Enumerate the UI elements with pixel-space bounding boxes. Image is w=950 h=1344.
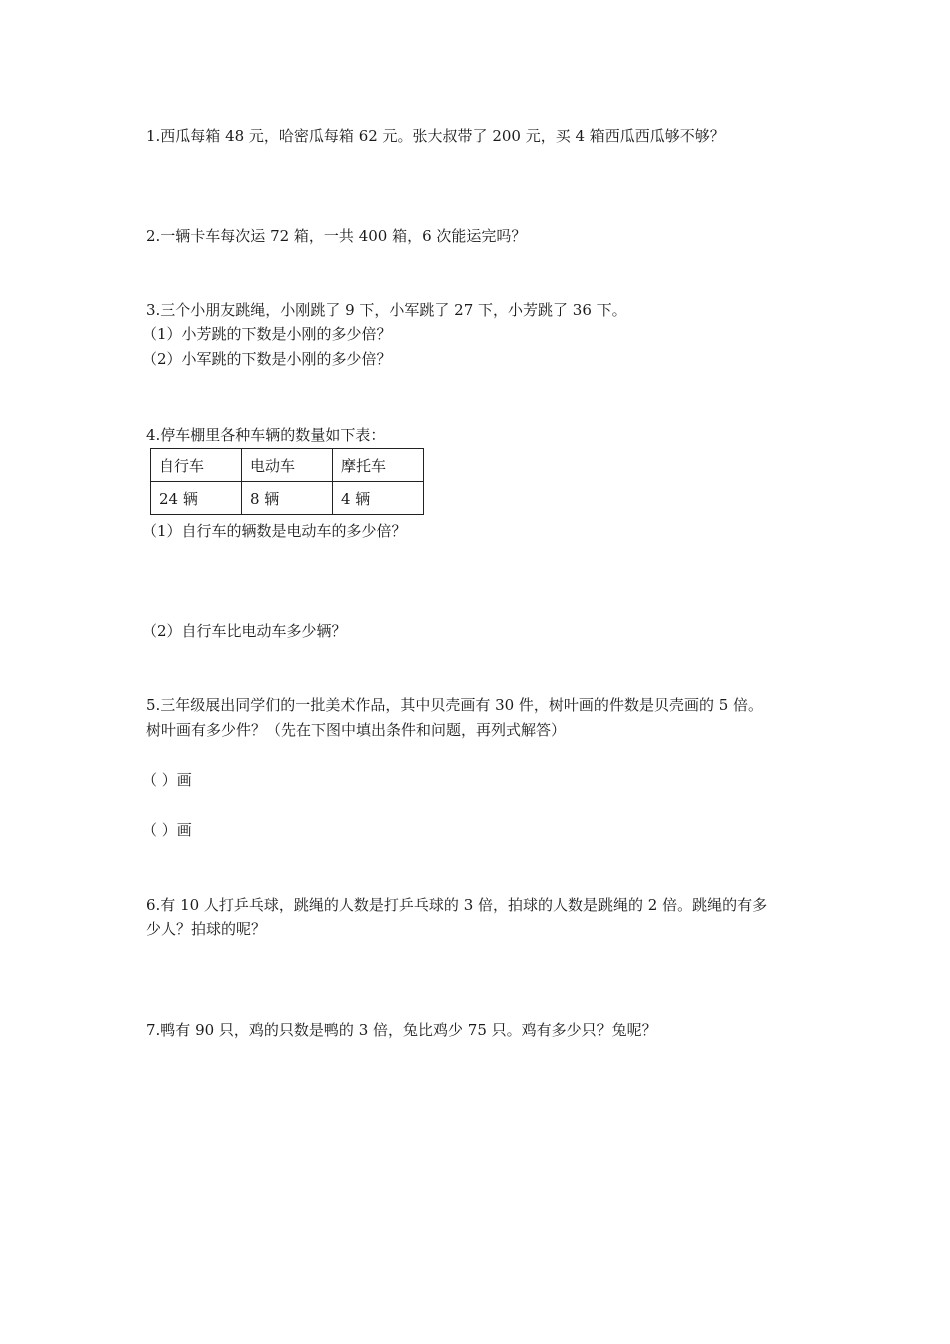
- question-4-sub-2: （2）自行车比电动车多少辆？: [142, 622, 347, 640]
- question-7: 7.鸭有 90 只，鸡的只数是鸭的 3 倍，兔比鸡少 75 只。鸡有多少只？兔呢？: [146, 1021, 657, 1039]
- table-row: [151, 482, 424, 515]
- vehicle-count-table: [150, 448, 424, 515]
- question-6-line-1: 6.有 10 人打乒乓球，跳绳的人数是打乒乓球的 3 倍，拍球的人数是跳绳的 2 倍。跳绳的有多: [146, 896, 768, 914]
- question-3-stem: 3.三个小朋友跳绳，小刚跳了 9 下，小军跳了 27 下，小芳跳了 36 下。: [146, 301, 627, 319]
- question-5-line-2: 树叶画有多少件？（先在下图中填出条件和问题，再列式解答）: [146, 721, 567, 739]
- question-2: 2.一辆卡车每次运 72 箱，一共 400 箱，6 次能运完吗？: [146, 227, 527, 245]
- table-header-cell: 摩托车: [333, 449, 424, 482]
- table-cell: 8 辆: [242, 482, 333, 515]
- question-5-line-1: 5.三年级展出同学们的一批美术作品，其中贝壳画有 30 件，树叶画的件数是贝壳画的 5 倍。: [146, 696, 764, 714]
- table-header-cell: 电动车: [242, 449, 333, 482]
- question-1: 1.西瓜每箱 48 元，哈密瓜每箱 62 元。张大叔带了 200 元，买 4 箱西瓜西瓜够不够？: [146, 127, 725, 145]
- table-cell: 4 辆: [333, 482, 424, 515]
- question-5-blank-1: （ ）画: [142, 771, 192, 789]
- question-4-stem: 4.停车棚里各种车辆的数量如下表：: [146, 426, 386, 444]
- question-4-sub-1: （1）自行车的辆数是电动车的多少倍？: [142, 522, 407, 540]
- question-6-line-2: 少人？拍球的呢？: [146, 920, 267, 938]
- question-3-sub-2: （2）小军跳的下数是小刚的多少倍？: [142, 350, 392, 368]
- table-header-row: [151, 449, 424, 482]
- question-5-blank-2: （ ）画: [142, 821, 192, 839]
- question-3-sub-1: （1）小芳跳的下数是小刚的多少倍？: [142, 325, 392, 343]
- table-cell: 24 辆: [151, 482, 242, 515]
- table-header-cell: 自行车: [151, 449, 242, 482]
